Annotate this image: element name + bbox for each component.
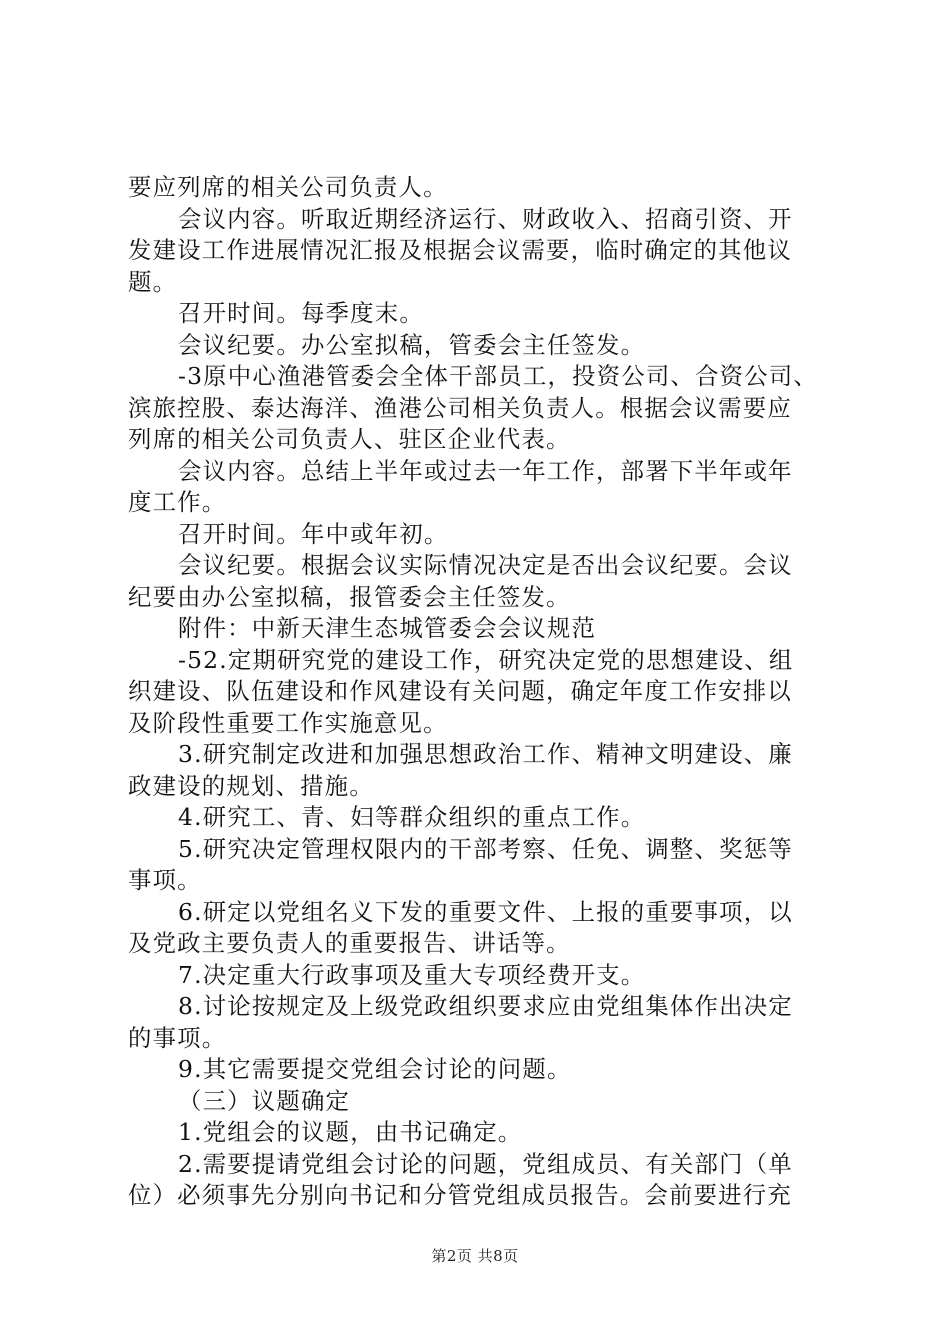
text-line: 滨旅控股、泰达海洋、渔港公司相关负责人。根据会议需要应	[128, 393, 792, 422]
text-line: 题。	[128, 267, 178, 296]
text-line: 政建设的规划、措施。	[128, 771, 374, 800]
text-line: 1.党组会的议题，由书记确定。	[178, 1118, 523, 1146]
text-line: 及党政主要负责人的重要报告、讲话等。	[128, 929, 571, 957]
text-line: 5.研究决定管理权限内的干部考察、任免、调整、奖惩等	[178, 834, 793, 863]
text-line: 会议内容。总结上半年或过去一年工作，部署下半年或年	[178, 456, 793, 485]
text-line: 4.研究工、青、妇等群众组织的重点工作。	[178, 803, 646, 831]
text-line: 召开时间。每季度末。	[178, 299, 424, 327]
document-body	[128, 172, 833, 1212]
text-line: 6.研定以党组名义下发的重要文件、上报的重要事项，以	[178, 897, 793, 926]
text-line: 7.决定重大行政事项及重大专项经费开支。	[178, 960, 646, 989]
text-line: 9.其它需要提交党组会讨论的问题。	[178, 1055, 572, 1083]
text-line: 事项。	[128, 866, 202, 894]
text-line: 度工作。	[128, 488, 227, 516]
text-line: 会议纪要。办公室拟稿，管委会主任签发。	[178, 330, 646, 359]
text-line: 2.需要提请党组会讨论的问题，党组成员、有关部门（单	[178, 1149, 793, 1178]
text-line: 织建设、队伍建设和作风建设有关问题，确定年度工作安排以	[128, 677, 792, 705]
text-line: 发建设工作进展情况汇报及根据会议需要，临时确定的其他议	[128, 236, 792, 264]
text-line: 3.研究制定改进和加强思想政治工作、精神文明建设、廉	[178, 740, 793, 768]
text-line: （三）议题确定	[178, 1086, 351, 1115]
page-footer: 第2页 共8页	[431, 1247, 519, 1265]
text-line: 8.讨论按规定及上级党政组织要求应由党组集体作出决定	[178, 992, 793, 1020]
text-line: 位）必须事先分别向书记和分管党组成员报告。会前要进行充	[128, 1181, 792, 1209]
text-line: 列席的相关公司负责人、驻区企业代表。	[128, 425, 571, 453]
text-line: 会议纪要。根据会议实际情况决定是否出会议纪要。会议	[178, 551, 793, 579]
text-line: -52.定期研究党的建设工作，研究决定党的思想建设、组	[178, 645, 794, 674]
text-line: 召开时间。年中或年初。	[178, 519, 449, 548]
text-line: 要应列席的相关公司负责人。	[128, 173, 448, 201]
text-line: 的事项。	[128, 1023, 227, 1052]
text-line: 附件：中新天津生态城管委会会议规范	[178, 614, 597, 642]
text-line: 纪要由办公室拟稿，报管委会主任签发。	[128, 582, 571, 611]
text-line: -3原中心渔港管委会全体干部员工，投资公司、合资公司、	[178, 362, 818, 390]
text-line: 会议内容。听取近期经济运行、财政收入、招商引资、开	[178, 204, 793, 233]
text-line: 及阶段性重要工作实施意见。	[128, 708, 448, 737]
